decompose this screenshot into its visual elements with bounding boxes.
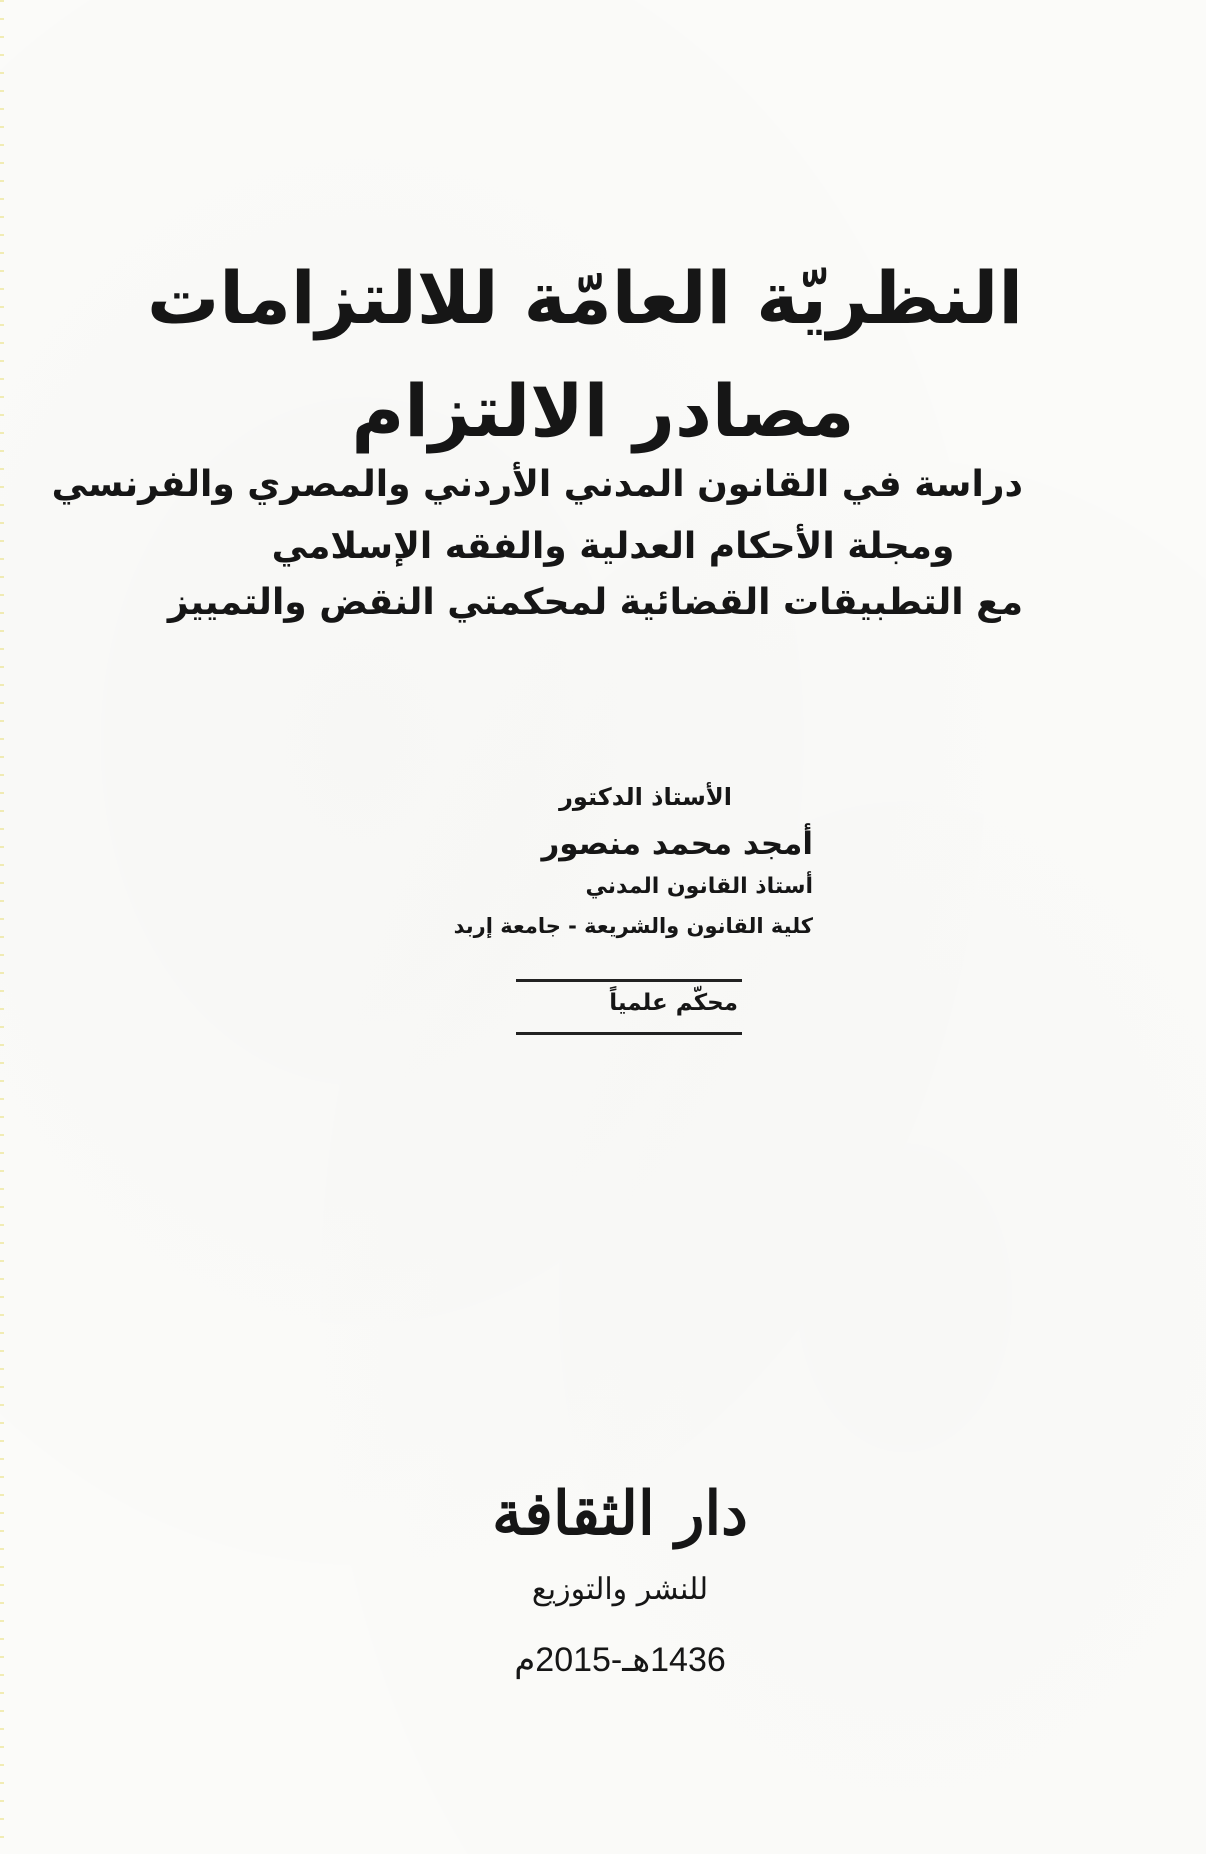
peer-review-label: محكّم علمياً	[609, 990, 738, 1016]
subtitle-line-3: مع التطبيقات القضائية لمحكمتي النقض والتمييز	[167, 582, 1023, 623]
page-edge-marks	[0, 0, 4, 1854]
subtitle-line-1: دراسة في القانون المدني الأردني والمصري والفرنسي	[51, 464, 1023, 505]
author-name: أمجد محمد منصور	[541, 826, 813, 862]
subtitle-line-2: ومجلة الأحكام العدلية والفقه الإسلامي	[271, 526, 955, 567]
book-title-line-2: مصادر الالتزام	[351, 369, 855, 453]
book-title-line-1: النظريّة العامّة للالتزامات	[146, 256, 1023, 340]
author-faculty: كلية القانون والشريعة - جامعة إربد	[453, 914, 813, 938]
publisher-logo-name: دار الثقافة	[492, 1479, 748, 1549]
author-position: أستاذ القانون المدني	[585, 874, 813, 899]
author-rank: الأستاذ الدكتور	[559, 783, 732, 811]
publication-date: 1436هـ-2015م	[514, 1641, 726, 1679]
publisher-logo-subtitle: للنشر والتوزيع	[531, 1572, 709, 1607]
